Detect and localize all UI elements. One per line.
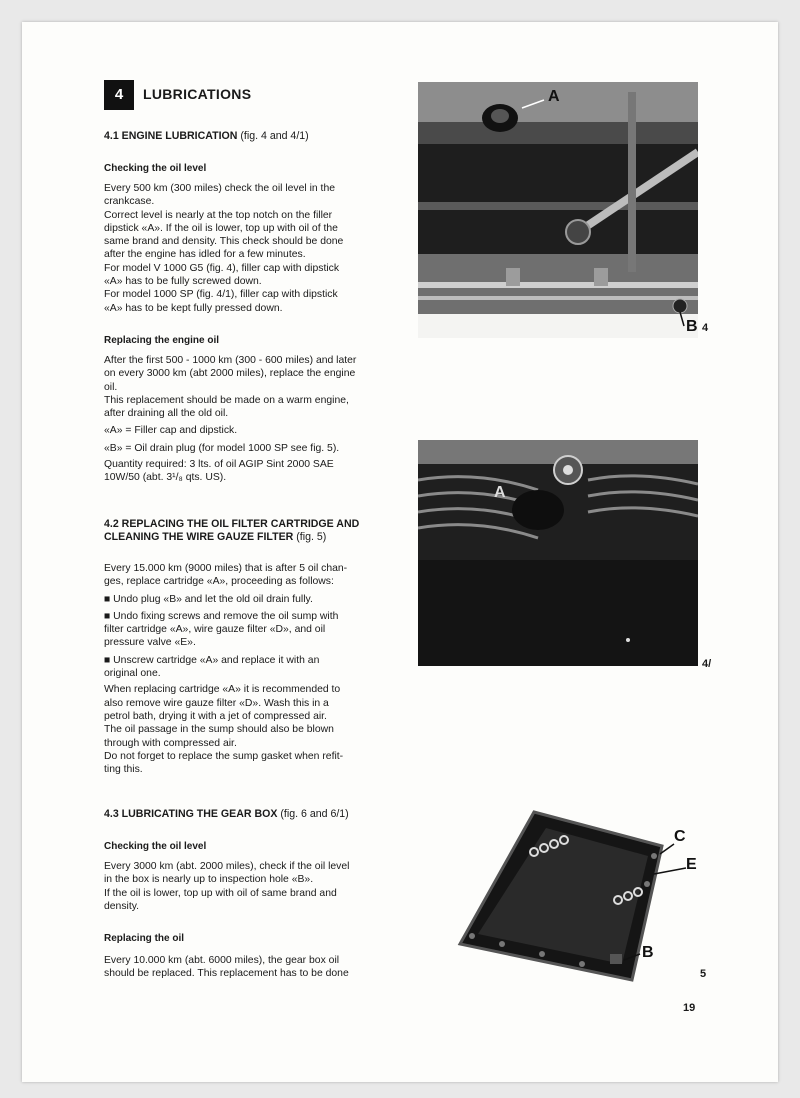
text-line: Every 10.000 km (abt. 6000 miles), the gear box oil: [104, 955, 340, 966]
text-line: after the engine has idled for a few minutes.: [104, 249, 306, 261]
paragraph-checking-oil: [104, 182, 404, 315]
text-line: «A» has to be fully screwed down.: [104, 276, 262, 288]
text-line: Correct level is nearly at the top notch on the filler: [104, 209, 333, 221]
text-line: «A» = Filler cap and dipstick.: [104, 425, 238, 437]
subheading-replacing-oil: Replacing the engine oil: [104, 335, 220, 346]
text-line: Every 500 km (300 miles) check the oil level in the: [104, 183, 336, 194]
figure-5-label: 5: [700, 968, 707, 980]
callout-label: A: [494, 484, 506, 501]
figure-5-photo: [442, 794, 698, 984]
chapter-heading: [104, 80, 251, 110]
callout-label: C: [674, 828, 686, 845]
section-title-text: 4.1 ENGINE LUBRICATION: [104, 130, 238, 142]
text-line: When replacing cartridge «A» it is recommended to: [104, 684, 341, 696]
figure-reference: (fig. 6 and 6/1): [280, 808, 349, 820]
text-line: «A» has to be kept fully pressed down.: [104, 302, 283, 314]
section-title-line: CLEANING THE WIRE GAUZE FILTER: [104, 531, 294, 543]
figure-4-1-photo: [418, 440, 698, 666]
figure-4-label: 4: [702, 322, 709, 334]
text-line: If the oil is lower, top up with oil of same brand and: [104, 887, 337, 899]
figure-reference: (fig. 4 and 4/1): [240, 130, 309, 142]
page-number: 19: [683, 1002, 696, 1014]
text-line: through with compressed air.: [104, 737, 237, 749]
section-4-2-title: [104, 518, 410, 544]
text-line: original one.: [104, 668, 161, 680]
text-line: on every 3000 km (abt 2000 miles), replace the engine: [104, 368, 356, 380]
text-line: ■ Undo fixing screws and remove the oil sump with: [104, 610, 339, 622]
text-line: should be replaced. This replacement has to be done: [104, 968, 349, 980]
text-line: Quantity required: 3 lts. of oil AGIP Sint 2000 SAE: [104, 459, 334, 471]
text-line: ■ Undo plug «B» and let the old oil drain fully.: [104, 593, 313, 605]
text-line: ting this.: [104, 764, 143, 776]
text-line: After the first 500 - 1000 km (300 - 600 miles) and later: [104, 355, 357, 366]
text-line: pressure valve «E».: [104, 637, 196, 649]
text-line: in the box is nearly up to inspection hole «B».: [104, 874, 314, 886]
text-line: density.: [104, 900, 140, 912]
section-4-1-title: [104, 130, 410, 143]
text-line: crankcase.: [104, 196, 155, 208]
text-line: «B» = Oil drain plug (for model 1000 SP see fig. 5).: [104, 442, 340, 454]
callout-label: A: [548, 88, 560, 105]
text-line: 10W/50 (abt. 3¹/₈ qts. US).: [104, 472, 227, 484]
callout-label: E: [686, 856, 697, 873]
subheading-gearbox-checking: Checking the oil level: [104, 841, 207, 852]
text-line: For model 1000 SP (fig. 4/1), filler cap with dipstick: [104, 289, 338, 301]
text-line: For model V 1000 G5 (fig. 4), filler cap with dipstick: [104, 262, 340, 274]
chapter-title: LUBRICATIONS: [143, 86, 252, 103]
text-line: after draining all the old oil.: [104, 408, 229, 420]
paragraph-replacing-oil: [104, 354, 404, 485]
callout-label: B: [642, 944, 654, 961]
text-line: Every 3000 km (abt. 2000 miles), check if the oil level: [104, 861, 350, 872]
paragraph-oil-filter: [104, 562, 404, 776]
section-title-text: 4.3 LUBRICATING THE GEAR BOX: [104, 808, 278, 820]
figure-4-photo: [418, 82, 698, 338]
figure-reference: (fig. 5): [296, 531, 327, 543]
paragraph-gearbox-replacing: [104, 954, 404, 981]
text-line: same brand and density. This check should be done: [104, 236, 344, 248]
chapter-number: 4: [104, 80, 134, 110]
text-line: dipstick «A». If the oil is lower, top up with oil of the: [104, 222, 338, 234]
text-line: petrol bath, drying it with a jet of compressed air.: [104, 710, 327, 722]
text-line: also remove wire gauze filter «D». Wash this in a: [104, 697, 329, 709]
manual-page: [22, 22, 778, 1082]
callout-label: B: [686, 318, 698, 335]
text-line: The oil passage in the sump should also be blown: [104, 724, 334, 736]
subheading-gearbox-replacing: Replacing the oil: [104, 933, 185, 944]
paragraph-gearbox-checking: [104, 860, 404, 913]
text-line: Do not forget to replace the sump gasket when refit-: [104, 750, 344, 762]
figure-4-1-label: 4/: [702, 658, 712, 670]
text-line: oil.: [104, 381, 118, 393]
text-line: ges, replace cartridge «A», proceeding as follows:: [104, 576, 334, 588]
text-line: This replacement should be made on a warm engine,: [104, 394, 349, 406]
subheading-checking-oil: Checking the oil level: [104, 163, 207, 174]
text-line: Every 15.000 km (9000 miles) that is after 5 oil chan-: [104, 563, 348, 574]
text-line: filter cartridge «A», wire gauze filter «D», and oil: [104, 624, 326, 636]
text-line: ■ Unscrew cartridge «A» and replace it with an: [104, 654, 320, 666]
cylinder-head-illustration: [418, 440, 698, 666]
section-title-line: 4.2 REPLACING THE OIL FILTER CARTRIDGE AND: [104, 518, 360, 530]
engine-crankcase-illustration: [418, 82, 698, 338]
section-4-3-title: [104, 808, 410, 821]
oil-sump-illustration: [442, 794, 698, 984]
